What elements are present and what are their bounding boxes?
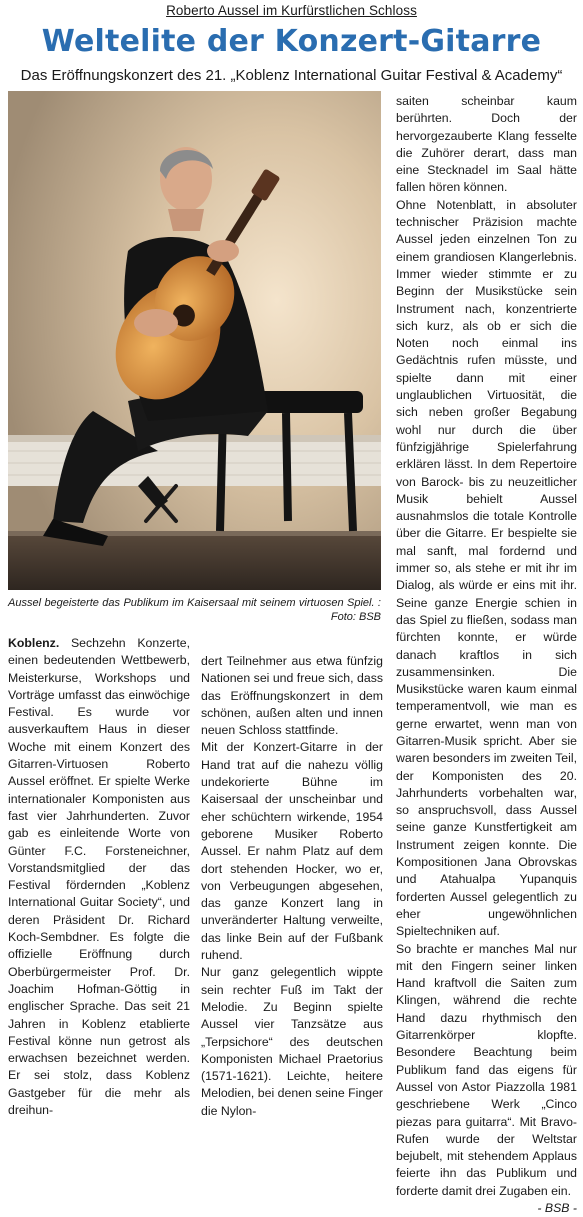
paragraph: saiten scheinbar kaum berührten. Doch der hervorgezauberte Klang fesselte die Zuhörer derart, dass man eine Stecknadel im Saal hätte fallen hören können.	[396, 94, 577, 195]
dateline: Koblenz.	[8, 636, 60, 650]
paragraph: Ohne Notenblatt, in absoluter technischer Präzision machte Aussel jeden einzelnen Ton zu einem grandiosen Klangerlebnis. Immer wieder stimmte er zu Beginn der Musikstücke sein Instrument nach, konzentrierte sich kurz, als ob er sich die Noten noch einmal ins Gedächtnis rufen müsste, und spielte dann mit einer unglaublichen Virtuosität, die sich neben großer Begabung wohl nur durch die über fünfzigjährige Spielerfahrung erklären lässt. In dem Repertoire von Barock- bis zu neuzeitlicher Musik behielt Aussel ausnahmslos die totale Kontrolle über die Gitarre. Er bespielte sie mal sanft, mal fordernd und immer so, als stehe er mit ihr im Dialog, als würde er eins mit ihr. Seine ganze Energie schien in das Spiel zu fließen, sodass man fürchten konnte, er würde danach kraftlos in sich zusammensinken. Die Musikstücke waren kaum einmal temperamentvoll, wie man es gerne erwartet, wenn man von Gitarren-Musik spricht. Aber sie waren besonders im zweiten Teil, der Komponisten des 20. Jahrhunderts vorbehalten war, so anspruchsvoll, dass Aussel seine ganze Kunstfertigkeit am Instrument zeigen konnte. Die Kompositionen Jana Obrovskas und Atahualpa Yupanquis forderten Aussel gelegentlich zu eher ungewöhnlichen Spieltechniken auf.	[396, 197, 577, 939]
article-subhead: Das Eröffnungskonzert des 21. „Koblenz International Guitar Festival & Academy“	[20, 67, 563, 84]
paragraph: dert Teilnehmer aus etwa fünfzig Nationen sei und freue sich, dass das Eröffnungskonzert in dem schönen, außen alten und innen neuen Schloss stattfinde.	[201, 654, 383, 738]
photo-caption: Aussel begeisterte das Publikum im Kaisersaal mit seinem virtuosen Spiel. : Foto: BSB	[8, 597, 381, 623]
author-signature: - BSB -	[537, 1201, 577, 1215]
article-column-2	[201, 653, 383, 1120]
paragraph-text: Sechzehn Konzerte, einen bedeutenden Wettbewerb, Meisterkurse, Workshops und Vorträge umfasst das einwöchige Festival. Es wurde vor ausverkauftem Haus in dieser Woche mit einem Konzert des Gitarren-Virtuosen Roberto Aussel eröffnet. Er spielte Werke internationaler Komponisten aus fast vier Jahrhunderten. Zuvor gab es einleitende Worte von Günter F.C. Forsteneichner, Vorstandsmitglied der das Festival fördernden „Koblenz International Guitar Society“, und deren Präsident Dr. Richard Koch-Sembdner. Es folgte die offizielle Eröffnung durch Oberbürgermeister Prof. Dr. Joachim Hofman-Göttig in englischer Sprache. Das seit 21 Jahren in Koblenz etablierte Festival könne nun getrost als erwachsen bezeichnet werden. Er sei stolz, dass Koblenz Gastgeber für die mehr als dreihun-	[8, 636, 190, 1118]
concert-photo	[8, 91, 381, 590]
paragraph: Nur ganz gelegentlich wippte sein rechter Fuß im Takt der Melodie. Zu Beginn spielte Aussel vier Tanzsätze aus „Terpsichore“ des deutschen Komponisten Michael Praetorius (1571-1621). Leichte, heitere Melodien, bei denen seine Finger die Nylon-	[201, 965, 383, 1118]
article-headline: Weltelite der Konzert-Gitarre	[41, 24, 542, 59]
paragraph: Mit der Konzert-Gitarre in der Hand trat auf die nahezu völlig undekorierte Bühne im Kaisersaal der unscheinbar und eher schüchtern wirkende, 1954 geborene Musiker Roberto Aussel. Er nahm Platz auf dem dort stehenden Hocker, wo er, von Verbeugungen abgesehen, das ganze Konzert lang in unveränderter Haltung verweilte, das linke Bein auf der Fußbank ruhend.	[201, 740, 383, 963]
article-kicker: Roberto Aussel im Kurfürstlichen Schloss	[166, 3, 417, 18]
paragraph	[396, 941, 577, 1215]
article-column-3	[396, 93, 577, 1217]
paragraph-text: So brachte er manches Mal nur mit den Fingern seiner linken Hand kraftvoll die Saiten zum Klingen, während die rechte Hand dazu rhythmisch den Gitarrenkörper klopfte. Besondere Beachtung beim Publikum fand das eigens für Aussel von Astor Piazzolla 1981 geschriebene Werk „Cinco piezas para guitarra“. Mit Bravo-Rufen wurde der Weltstar bejubelt, mit stehendem Applaus feierte ihn das Publikum und forderte damit drei Zugaben ein.	[396, 941, 577, 1198]
article-column-1	[8, 635, 190, 1119]
paragraph	[8, 635, 190, 1119]
